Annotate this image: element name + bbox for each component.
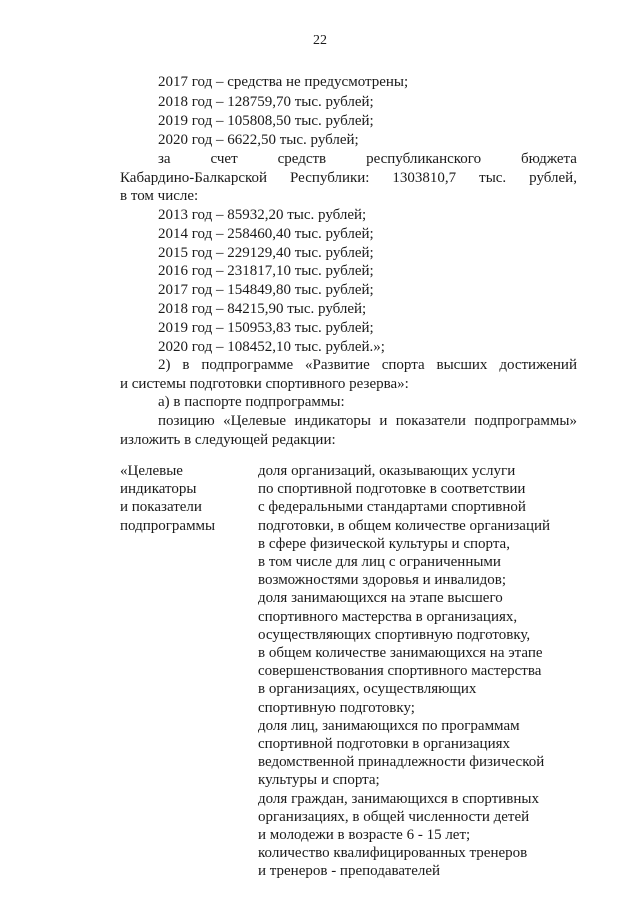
indicators-text-line: спортивного мастерства в организациях, (258, 608, 518, 625)
word: спорта (381, 357, 425, 373)
indicators-label-line: и показатели (120, 499, 202, 516)
indicators-label-line: индикаторы (120, 481, 197, 498)
subprogram-line-1 (158, 356, 577, 374)
funding-federal-2020: 2020 год – 6622,50 тыс. рублей; (158, 132, 359, 148)
word: индикаторы (294, 413, 371, 429)
indicators-text-line: культуры и спорта; (258, 772, 380, 789)
indicators-text-line: в организациях, осуществляющих (258, 681, 477, 698)
indicators-text (258, 462, 550, 881)
word: подпрограмме (201, 357, 294, 373)
indicators-text-line: в сфере физической культуры и спорта, (258, 535, 510, 552)
word: «Развитие (305, 357, 370, 373)
funding-regional-2019: 2019 год – 150953,83 тыс. рублей; (158, 320, 374, 336)
funding-federal-2018: 2018 год – 128759,70 тыс. рублей; (158, 94, 374, 110)
indicators-text-line: спортивную подготовку; (258, 699, 415, 716)
funding-federal-2019: 2019 год – 105808,50 тыс. рублей; (158, 113, 374, 129)
indicators-text-line: организациях, в общей численности детей (258, 808, 530, 825)
word: средств (277, 151, 327, 167)
word: Кабардино-Балкарской (120, 170, 268, 186)
position-line-1 (158, 412, 577, 430)
indicators-text-line: совершенствования спортивного мастерства (258, 663, 542, 680)
word: за (158, 151, 171, 167)
word: в (182, 357, 190, 373)
position-line-2: изложить в следующей редакции: (120, 432, 336, 448)
regional-intro-line-2 (120, 169, 577, 187)
indicators-text-line: доля организаций, оказывающих услуги (258, 463, 516, 479)
indicators-text-line: по спортивной подготовке в соответствии (258, 481, 526, 498)
funding-regional-2016: 2016 год – 231817,10 тыс. рублей; (158, 263, 374, 279)
indicators-text-line: количество квалифицированных тренеров (258, 845, 528, 862)
word: позицию (158, 413, 215, 429)
page-number: 22 (313, 33, 327, 48)
funding-regional-2015: 2015 год – 229129,40 тыс. рублей; (158, 245, 374, 261)
indicators-text-line: подготовки, в общем количестве организаций (258, 517, 551, 534)
word: бюджета (521, 151, 577, 167)
indicators-text-line: в том числе для лиц с ограниченными (258, 554, 501, 571)
word: подпрограммы» (474, 413, 577, 429)
indicators-label-line: подпрограммы (120, 517, 216, 534)
indicators-text-line: спортивной подготовки в организациях (258, 736, 511, 753)
indicators-label-line: «Целевые (120, 463, 183, 479)
funding-regional-2020: 2020 год – 108452,10 тыс. рублей.»; (158, 339, 385, 355)
indicators-text-line: доля лиц, занимающихся по программам (258, 717, 520, 734)
indicators-text-line: возможностями здоровья и инвалидов; (258, 572, 507, 589)
funding-regional-2013: 2013 год – 85932,20 тыс. рублей; (158, 207, 367, 223)
word: и (379, 413, 388, 429)
funding-regional-2017: 2017 год – 154849,80 тыс. рублей; (158, 282, 374, 298)
word: 2) (158, 357, 171, 373)
word: высших (436, 357, 488, 373)
word: 1303810,7 (392, 170, 457, 186)
funding-regional-2014: 2014 год – 258460,40 тыс. рублей; (158, 226, 374, 242)
indicators-text-line: и молодежи в возрасте 6 - 15 лет; (258, 827, 471, 844)
indicators-text-line: и тренеров - преподавателей (258, 863, 441, 880)
indicators-text-line: ведомственной принадлежности физической (258, 754, 545, 771)
regional-intro-line-1 (158, 150, 577, 168)
funding-federal-2017: 2017 год – средства не предусмотрены; (158, 74, 409, 90)
subprogram-item-a: а) в паспорте подпрограммы: (158, 394, 345, 410)
indicators-label (120, 462, 215, 535)
indicators-text-line: осуществляющих спортивную подготовку, (258, 626, 531, 643)
word: рублей, (529, 170, 577, 186)
word: Республики: (290, 170, 370, 186)
word: тыс. (479, 170, 507, 186)
word: «Целевые (223, 413, 287, 429)
regional-intro-line-3: в том числе: (120, 188, 199, 204)
indicators-text-line: доля занимающихся на этапе высшего (258, 590, 503, 607)
word: достижений (499, 357, 577, 373)
word: республиканского (366, 151, 482, 167)
subprogram-line-2: и системы подготовки спортивного резерва»: (120, 376, 409, 392)
indicators-text-line: с федеральными стандартами спортивной (258, 499, 526, 516)
word: показатели (395, 413, 466, 429)
indicators-text-line: в общем количестве занимающихся на этапе (258, 645, 543, 662)
indicators-text-line: доля граждан, занимающихся в спортивных (258, 790, 539, 807)
word: счет (210, 151, 238, 167)
funding-regional-2018: 2018 год – 84215,90 тыс. рублей; (158, 301, 367, 317)
